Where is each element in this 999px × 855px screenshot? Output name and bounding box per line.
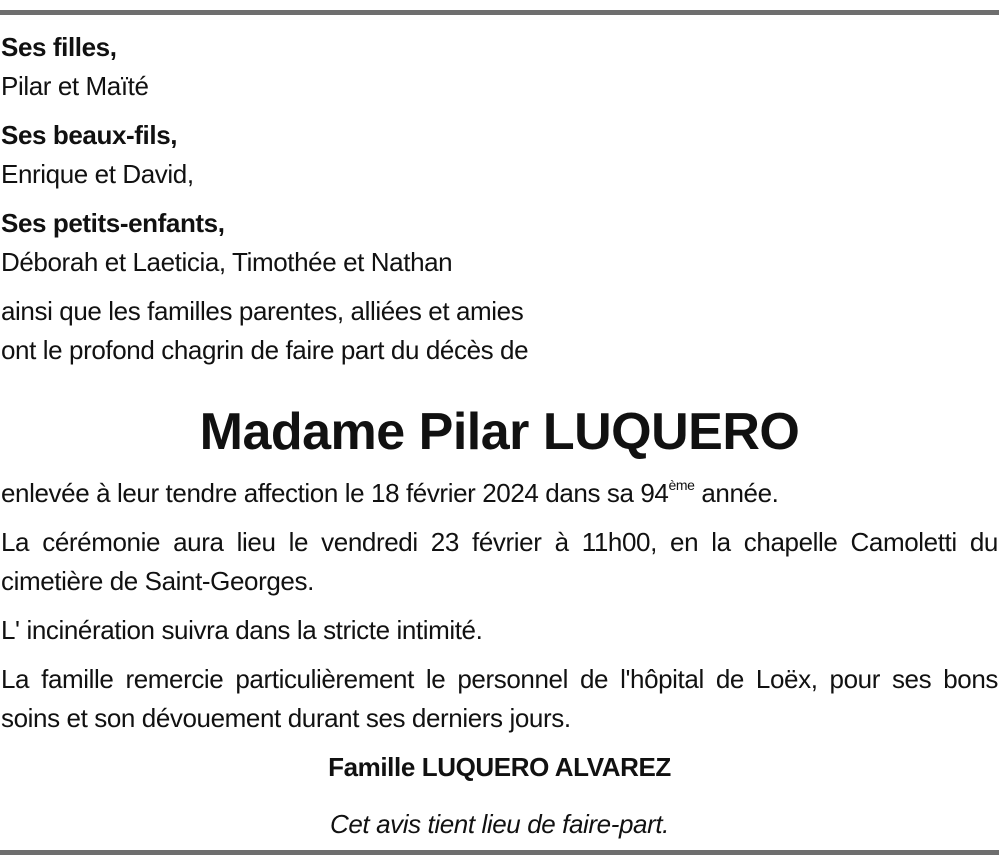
- deceased-name: Madame Pilar LUQUERO: [199, 403, 800, 461]
- ceremony-paragraph: La cérémonie aura lieu le vendredi 23 février à 11h00, en la chapelle Camoletti du cimetière de Saint-Georges.: [1, 527, 998, 596]
- family-group-daughters: [1, 28, 998, 106]
- family-signature: Famille LUQUERO ALVAREZ: [328, 752, 671, 782]
- family-heading: Ses filles,: [1, 32, 117, 62]
- obituary-notice: [1, 28, 998, 844]
- closing-note: Cet avis tient lieu de faire-part.: [329, 809, 669, 839]
- family-group-grandchildren: [1, 204, 998, 282]
- intro-line: ont le profond chagrin de faire part du décès de: [1, 335, 529, 365]
- family-heading: Ses beaux-fils,: [1, 120, 178, 150]
- death-announcement: [1, 474, 998, 513]
- family-names: Enrique et David,: [1, 159, 194, 189]
- family-group-sons-in-law: [1, 116, 998, 194]
- death-text: enlevée à leur tendre affection le 18 février 2024 dans sa 94: [1, 478, 669, 508]
- thanks-paragraph: La famille remercie particulièrement le personnel de l'hôpital de Loëx, pour ses bons soins et son dévouement durant ses derniers jours.: [1, 664, 998, 733]
- intro-paragraph: [1, 292, 998, 370]
- incineration-paragraph: L' incinération suivra dans la stricte intimité.: [1, 615, 483, 645]
- intro-line: ainsi que les familles parentes, alliées et amies: [1, 296, 524, 326]
- top-rule: [0, 10, 999, 15]
- ordinal-suffix: ème: [668, 477, 695, 493]
- bottom-rule: [0, 850, 999, 855]
- family-names: Déborah et Laeticia, Timothée et Nathan: [1, 247, 453, 277]
- death-text-end: année.: [694, 478, 779, 508]
- family-heading: Ses petits-enfants,: [1, 208, 225, 238]
- family-names: Pilar et Maïté: [1, 71, 149, 101]
